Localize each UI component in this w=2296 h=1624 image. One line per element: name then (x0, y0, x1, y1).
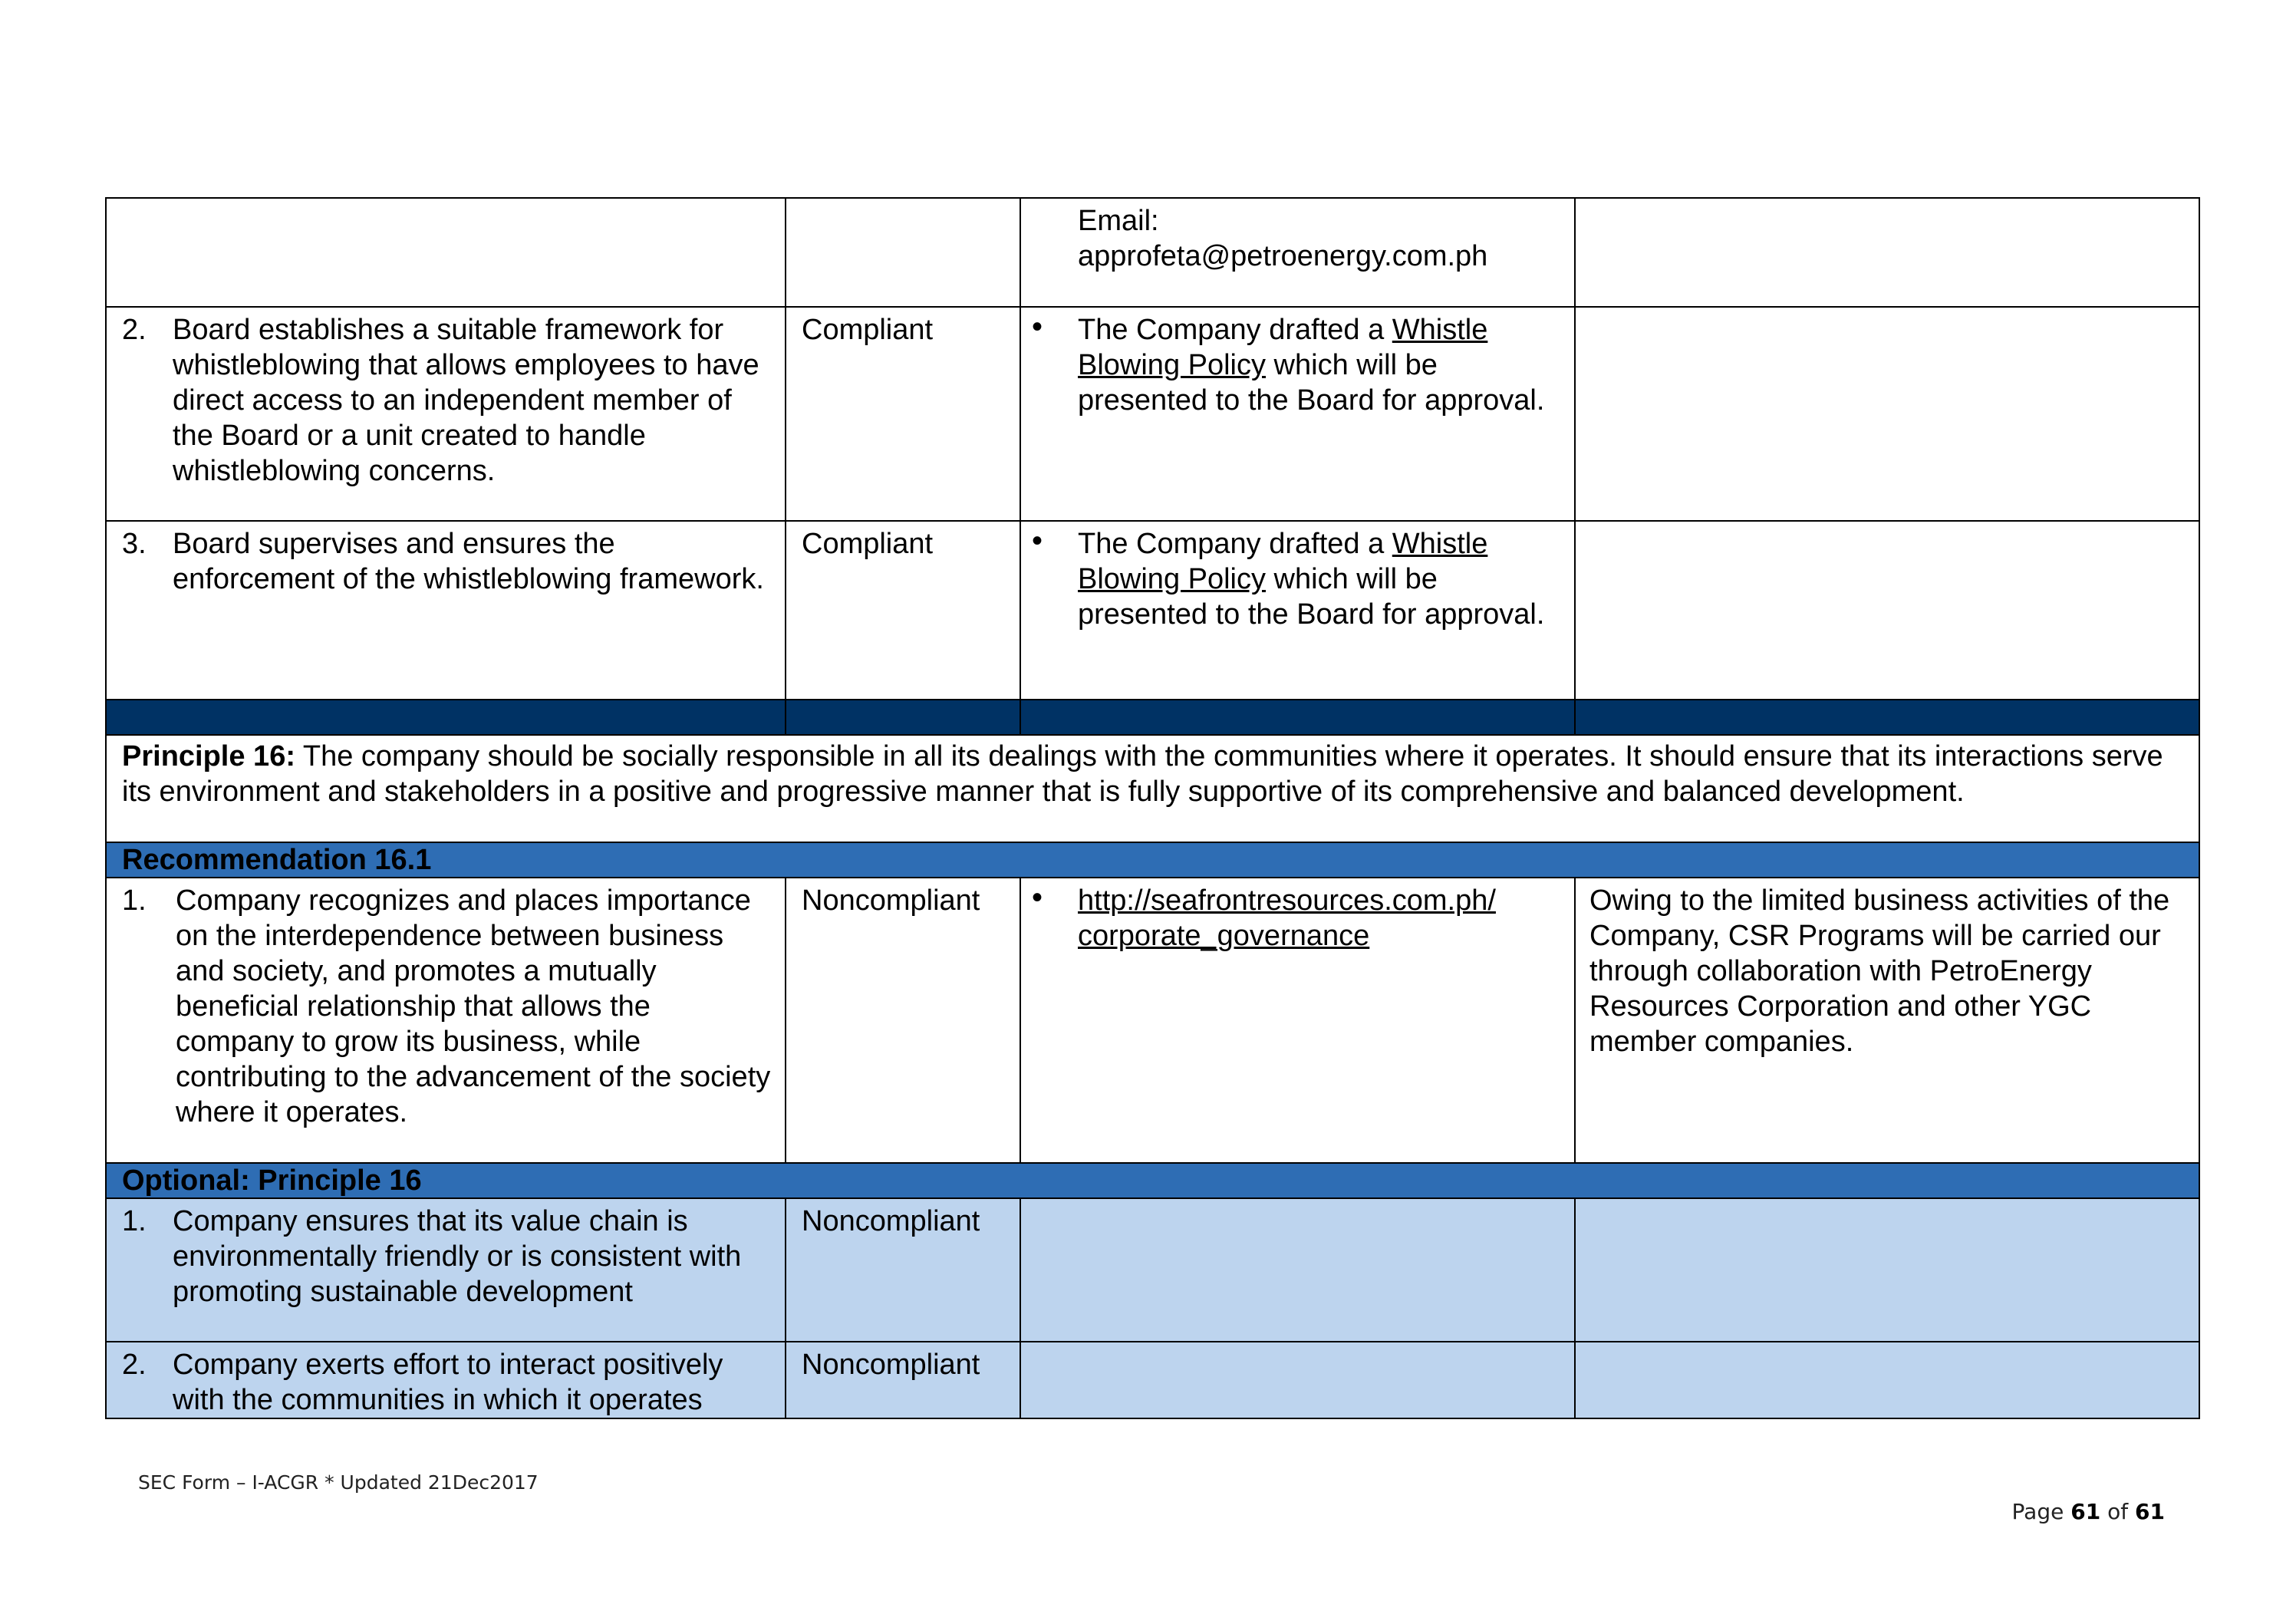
principle-label: Principle 16: (122, 740, 295, 772)
current-page: 61 (2070, 1499, 2101, 1524)
empty-cell (1575, 198, 2199, 307)
remarks-cell (1575, 521, 2199, 700)
compliance-status: Noncompliant (802, 1349, 980, 1381)
recommendation-cell (106, 307, 786, 521)
item-number: 1. (122, 1205, 147, 1237)
compliance-status: Compliant (802, 314, 934, 346)
item-number: 1. (122, 884, 147, 917)
recommendation-title: Recommendation 16.1 (106, 842, 2199, 878)
item-text: Board establishes a suitable framework for whistleblowing that allows employees to have direct access to an independent member of the Board or a unit created to handle whistleblowing concerns. (173, 314, 759, 487)
section-divider-band (106, 700, 2199, 735)
compliance-status: Noncompliant (802, 1205, 980, 1237)
optional-title: Optional: Principle 16 (106, 1163, 2199, 1198)
recommendation-header-row (106, 842, 2199, 878)
recommendation-cell (106, 878, 786, 1163)
item-text: Company ensures that its value chain is environmentally friendly or is consistent with promoting sustainable development (173, 1205, 742, 1308)
divider-cell (1575, 700, 2199, 735)
governance-link-path[interactable]: corporate_governance (1078, 920, 1370, 952)
email-label: Email: (1078, 205, 1159, 237)
compliance-table (105, 197, 2200, 1419)
recommendation-cell (106, 521, 786, 700)
divider-cell (1020, 700, 1575, 735)
remarks-cell (1575, 878, 2199, 1163)
item-number: 2. (122, 1349, 147, 1381)
bullet-icon: • (1032, 881, 1043, 914)
divider-cell (786, 700, 1020, 735)
principle-statement (107, 736, 2199, 809)
form-footer: SEC Form – I-ACGR * Updated 21Dec2017 (138, 1471, 539, 1494)
item-text: Board supervises and ensures the enforcement of the whistleblowing framework. (173, 528, 764, 595)
recommendation-cell (106, 1342, 786, 1418)
email-cell (1020, 198, 1575, 307)
compliance-status: Compliant (802, 528, 934, 560)
recommendation-row-2 (106, 307, 2199, 521)
status-cell (786, 307, 1020, 521)
explanation-cell (1020, 1198, 1575, 1342)
policy-link[interactable]: Whistle Blowing Policy (1078, 528, 1488, 595)
explanation-text: The Company drafted a (1078, 528, 1392, 560)
compliance-status: Noncompliant (802, 884, 980, 917)
remarks-text: Owing to the limited business activities of the Company, CSR Programs will be carried our through collaboration with PetroEnergy Resources Corporation and other YGC member companies. (1589, 884, 2170, 1058)
principle-text: The company should be socially responsible in all its dealings with the communities where it operates. It should ensure that its interactions serve its environment and stakeholders in a positive and progressive manner that is fully supportive of its comprehensive and balanced development. (122, 740, 2163, 808)
optional-header-row (106, 1163, 2199, 1198)
explanation-cell (1020, 307, 1575, 521)
item-number: 3. (122, 528, 147, 560)
remarks-cell (1575, 1342, 2199, 1418)
explanation-text: which will be presented to the Board for approval. (1078, 349, 1545, 417)
optional-row-1 (106, 1198, 2199, 1342)
of-label: of (2107, 1499, 2129, 1524)
item-text: Company recognizes and places importance on the interdependence between business and society, and promotes a mutually beneficial relationship that allows the company to grow its business, while contributing to the advancement of the society where it operates. (176, 884, 771, 1128)
remarks-cell (1575, 1198, 2199, 1342)
empty-cell (786, 198, 1020, 307)
recommendation-cell (106, 1198, 786, 1342)
total-pages: 61 (2135, 1499, 2165, 1524)
explanation-text: which will be presented to the Board for approval. (1078, 563, 1545, 631)
explanation-cell (1020, 878, 1575, 1163)
explanation-text: The Company drafted a (1078, 314, 1392, 346)
explanation-cell (1020, 521, 1575, 700)
bullet-icon: • (1032, 310, 1043, 344)
remarks-cell (1575, 307, 2199, 521)
email-row (106, 198, 2199, 307)
governance-link[interactable]: http://seafrontresources.com.ph/ (1078, 884, 1496, 917)
email-address: approfeta@petroenergy.com.ph (1078, 240, 1488, 272)
bullet-icon: • (1032, 524, 1043, 558)
page-label: Page (2011, 1499, 2064, 1524)
explanation-cell (1020, 1342, 1575, 1418)
principle-row (106, 735, 2199, 842)
status-cell (786, 878, 1020, 1163)
page-number (2012, 1499, 2165, 1524)
status-cell (786, 1342, 1020, 1418)
status-cell (786, 521, 1020, 700)
policy-link[interactable]: Whistle Blowing Policy (1078, 314, 1488, 381)
status-cell (786, 1198, 1020, 1342)
item-text: Company exerts effort to interact positively with the communities in which it operates (173, 1349, 723, 1416)
item-number: 2. (122, 314, 147, 346)
empty-cell (106, 198, 786, 307)
divider-cell (106, 700, 786, 735)
principle-cell (106, 735, 2199, 842)
recommendation-row-3 (106, 521, 2199, 700)
optional-row-2 (106, 1342, 2199, 1418)
recommendation-16-1-row (106, 878, 2199, 1163)
